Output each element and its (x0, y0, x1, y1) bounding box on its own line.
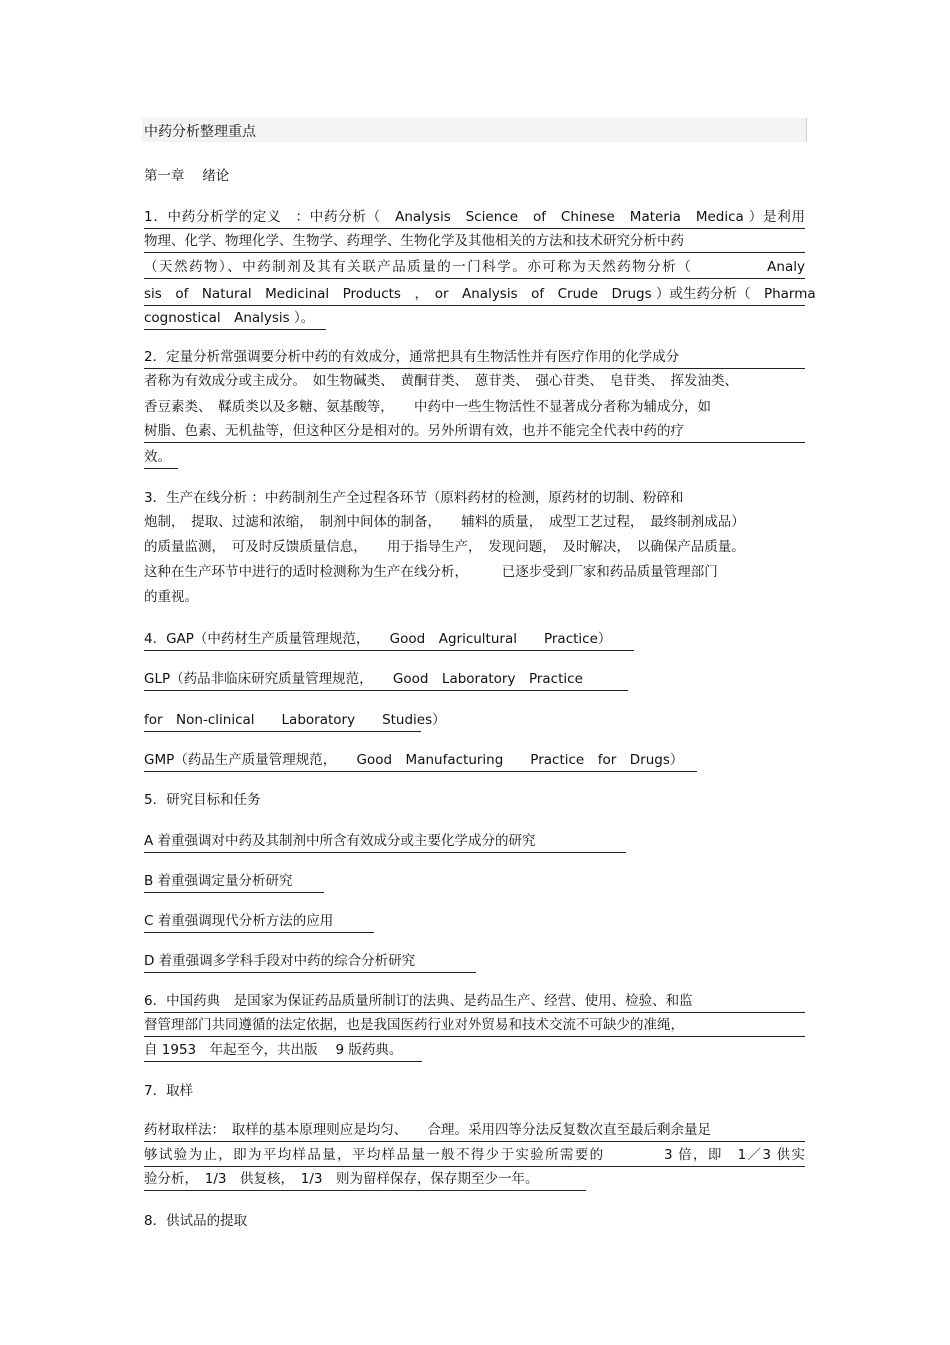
document-title-bar (142, 118, 807, 142)
s3-line-5: 的重视。 (144, 589, 198, 605)
chapter-heading: 第一章 绪论 (144, 168, 230, 184)
s3-line-4: 这种在生产环节中进行的适时检测称为生产在线分析， 已逐步受到厂家和药品质量管理部门 (144, 564, 718, 580)
s2-line-3: 香豆素类、 鞣质类以及多糖、氨基酸等， 中药中一些生物活性不显著成分者称为辅成分，如 (144, 399, 711, 415)
s3-line-2: 炮制， 提取、过滤和浓缩， 制剂中间体的制备， 辅料的质量， 成型工艺过程， 最终制剂成品） (144, 514, 745, 530)
s3-line-3: 的质量监测， 可及时反馈质量信息， 用于指导生产， 发现问题， 及时解决， 以确保产品质量。 (144, 539, 745, 555)
s3-line-1: 3．生产在线分析 ：中药制剂生产全过程各环节（原料药材的检测，原药材的切制、粉碎和 (144, 490, 684, 506)
s7-line-1: 药材取样法： 取样的基本原理则应是均匀、 合理。采用四等分法反复数次直至最后剩余量足 (144, 1121, 805, 1142)
s7-line-2: 够试验为止，即为平均样品量，平均样品量一般不得少于实验所需要的 3 倍，即 1／3 供实 (144, 1146, 805, 1167)
s6-line-2: 督管理部门共同遵循的法定依据，也是我国医药行业对外贸易和技术交流不可缺少的准绳， (144, 1016, 805, 1037)
s1-line-4: sis of Natural Medicinal Products ， or Analysis of Crude Drugs ）或生药分析（ Pharma (144, 285, 805, 306)
s8-heading: 8．供试品的提取 (144, 1213, 248, 1229)
glp-line: GLP（药品非临床研究质量管理规范， Good Laboratory Practice (144, 670, 628, 691)
s5-item-b: B 着重强调定量分析研究 (144, 872, 324, 893)
s2-line-1: 2．定量分析常强调要分析中药的有效成分，通常把具有生物活性并有医疗作用的化学成分 (144, 348, 805, 369)
s7-heading: 7．取样 (144, 1083, 194, 1099)
s6-line-3: 自 1953 年起至今，共出版 9 版药典。 (144, 1041, 422, 1062)
gap-line: 4．GAP（中药材生产质量管理规范， Good Agricultural Practice） (144, 630, 634, 651)
glp-line-cont: for Non-clinical Laboratory Studies） (144, 711, 421, 732)
s6-line-1: 6．中国药典 是国家为保证药品质量所制订的法典、是药品生产、经营、使用、检验、和监 (144, 992, 805, 1013)
s1-line-3: （天然药物）、中药制剂及其有关联产品质量的一门科学。亦可称为天然药物分析（ Analy (144, 258, 805, 279)
s2-line-2: 者称为有效成分或主成分。 如生物碱类、 黄酮苷类、 蒽苷类、 强心苷类、 皂苷类、 挥发油类、 (144, 373, 738, 389)
s1-line-5: cognostical Analysis ）。 (144, 309, 326, 330)
s5-item-c: C 着重强调现代分析方法的应用 (144, 912, 374, 933)
s7-line-3: 验分析， 1/3 供复核， 1/3 则为留样保存，保存期至少一年。 (144, 1170, 586, 1191)
s2-line-4: 树脂、色素、无机盐等，但这种区分是相对的。另外所谓有效，也并不能完全代表中药的疗 (144, 422, 805, 443)
s1-line-1: 1．中药分析学的定义 ：中药分析（ Analysis Science of Chinese Materia Medica ）是利用 (144, 208, 805, 229)
s2-line-5: 效。 (144, 448, 178, 469)
s5-heading: 5．研究目标和任务 (144, 792, 261, 808)
s5-item-d: D 着重强调多学科手段对中药的综合分析研究 (144, 952, 476, 973)
document-title: 中药分析整理重点 (144, 124, 256, 140)
gmp-line: GMP（药品生产质量管理规范， Good Manufacturing Practice for Drugs） (144, 751, 697, 772)
s5-item-a: A 着重强调对中药及其制剂中所含有效成分或主要化学成分的研究 (144, 832, 626, 853)
s1-line-2: 物理、化学、物理化学、生物学、药理学、生物化学及其他相关的方法和技术研究分析中药 (144, 232, 805, 253)
